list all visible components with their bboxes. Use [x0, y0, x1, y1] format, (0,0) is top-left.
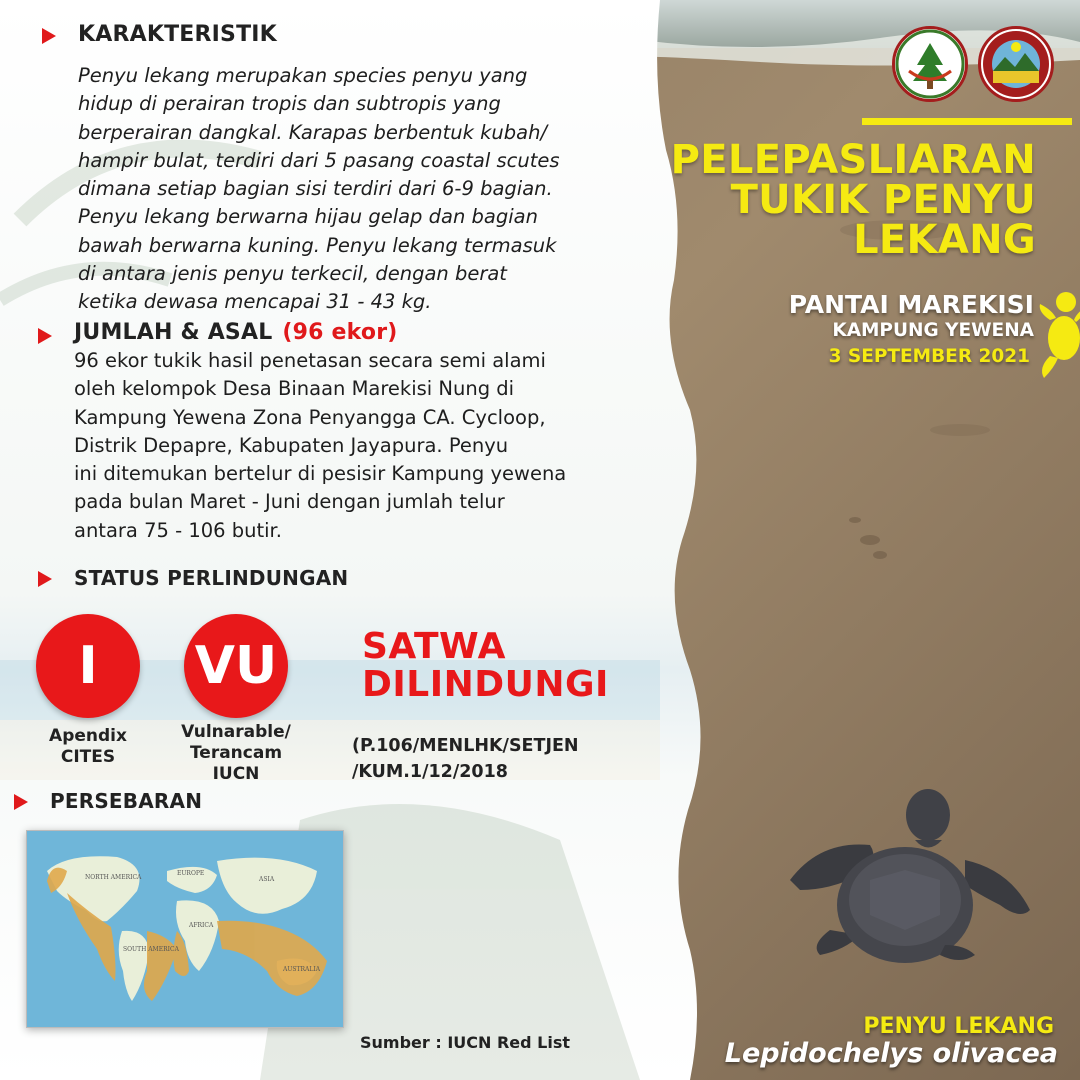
bullet-arrow-icon	[38, 571, 52, 587]
world-map-graphic	[27, 831, 343, 1027]
map-label: NORTH AMERICA	[85, 874, 142, 881]
location-place: PANTAI MAREKISI	[788, 290, 1034, 319]
karakteristik-text	[78, 62, 560, 317]
bullet-arrow-icon	[42, 28, 56, 44]
map-source: Sumber : IUCN Red List	[360, 1033, 571, 1052]
protected-line: SATWA	[362, 626, 507, 667]
persebaran-heading: PERSEBARAN	[50, 789, 203, 813]
bullet-arrow-icon	[14, 794, 28, 810]
jumlah-heading-label: JUMLAH & ASAL	[74, 320, 273, 345]
protected-status	[362, 628, 609, 704]
karakteristik-heading: KARAKTERISTIK	[78, 22, 277, 47]
text-line: di antara jenis penyu terkecil, dengan berat	[78, 262, 507, 286]
regulation-line: (P.106/MENLHK/SETJEN	[352, 736, 579, 756]
species-common-name: PENYU LEKANG	[863, 1014, 1054, 1039]
jumlah-text	[74, 347, 566, 545]
map-label: EUROPE	[177, 870, 205, 877]
jumlah-heading	[74, 320, 398, 345]
map-label: AFRICA	[189, 922, 214, 929]
text-line: 96 ekor tukik hasil penetasan secara semi alami	[74, 349, 546, 372]
text-line: ketika dewasa mencapai 31 - 43 kg.	[78, 290, 432, 314]
label-line: Vulnarable/	[181, 722, 291, 742]
text-line: antara 75 - 106 butir.	[74, 518, 282, 542]
text-line: berperairan dangkal. Karapas berbentuk kubah/	[78, 120, 548, 144]
jumlah-count: (96 ekor)	[282, 320, 398, 345]
label-line: CITES	[60, 747, 116, 767]
event-title	[670, 137, 1036, 263]
regulation-line: /KUM.1/12/2018	[352, 762, 508, 782]
text-line: bawah berwarna kuning. Penyu lekang termasuk	[78, 233, 557, 257]
turtle-silhouette-icon	[1036, 286, 1080, 386]
label-line: Terancam	[189, 743, 283, 763]
bullet-arrow-icon	[38, 328, 52, 344]
label-line: IUCN	[212, 764, 260, 784]
species-scientific-name: Lepidochelys olivacea	[724, 1038, 1058, 1069]
map-label: SOUTH AMERICA	[123, 946, 179, 953]
protected-line: DILINDUNGI	[362, 664, 609, 705]
cites-badge: I	[36, 614, 140, 718]
regulation-reference	[352, 733, 579, 785]
location-village: KAMPUNG YEWENA	[832, 320, 1034, 341]
title-line: TUKIK PENYU	[730, 177, 1036, 223]
text-line: pada bulan Maret - Juni dengan jumlah telur	[74, 490, 505, 514]
text-line: oleh kelompok Desa Binaan Marekisi Nung di	[74, 377, 515, 401]
text-line: hampir bulat, terdiri dari 5 pasang coastal scutes	[78, 148, 560, 172]
label-line: Apendix	[49, 726, 127, 746]
text-line: Penyu lekang merupakan species penyu yang	[78, 64, 528, 87]
status-heading: STATUS PERLINDUNGAN	[74, 566, 349, 590]
iucn-badge: VU	[184, 614, 288, 718]
map-label: ASIA	[259, 876, 275, 883]
text-line: ini ditemukan bertelur di pesisir Kampung yewena	[74, 462, 567, 486]
title-line: PELEPASLIARAN	[670, 137, 1036, 183]
text-line: Distrik Depapre, Kabupaten Jayapura. Penyu	[74, 433, 509, 457]
text-line: Penyu lekang berwarna hijau gelap dan bagian	[78, 205, 538, 229]
iucn-label	[164, 722, 308, 785]
event-date: 3 SEPTEMBER 2021	[828, 346, 1030, 367]
text-line: Kampung Yewena Zona Penyangga CA. Cycloop,	[74, 405, 546, 429]
title-line: LEKANG	[853, 217, 1036, 263]
bksda-logo	[978, 26, 1054, 102]
cites-label	[20, 726, 156, 768]
text-line: hidup di perairan tropis dan subtropis yang	[78, 92, 501, 116]
text-line: dimana setiap bagian sisi terdiri dari 6-9 bagian.	[78, 177, 553, 201]
distribution-map	[26, 830, 344, 1028]
title-divider	[862, 118, 1072, 125]
map-label: AUSTRALIA	[283, 966, 321, 973]
ministry-logo	[892, 26, 968, 102]
